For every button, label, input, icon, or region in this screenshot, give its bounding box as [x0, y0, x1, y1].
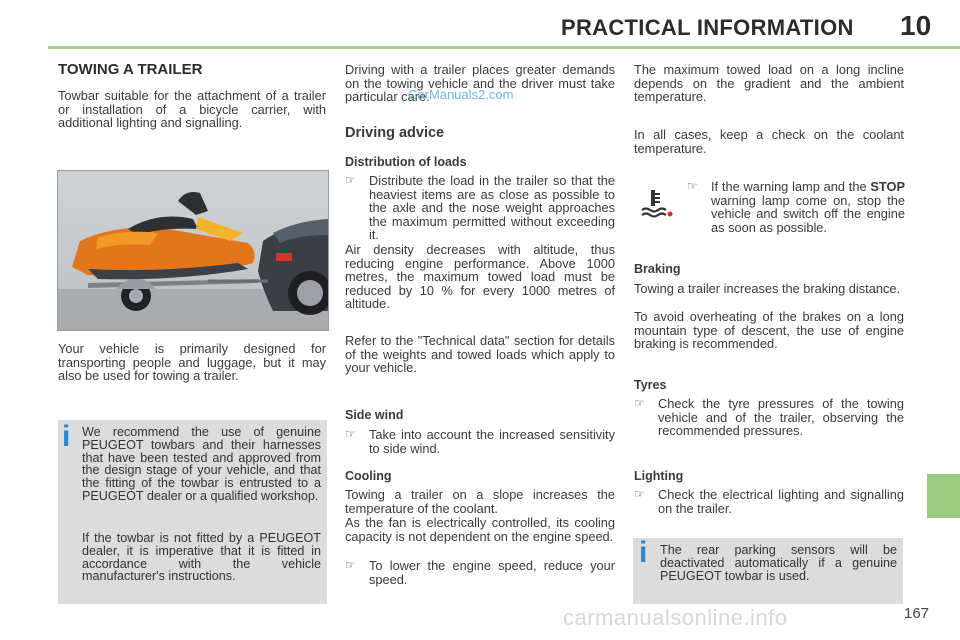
- intro-paragraph: Towbar suitable for the attachment of a trailer or installation of a bicycle carrier, with additional lighting and signalling.: [58, 88, 326, 131]
- stop-label: STOP: [870, 179, 905, 194]
- cooling-heading: Cooling: [345, 469, 392, 483]
- col3-coolant-paragraph: In all cases, keep a check on the coolant temperature.: [634, 127, 904, 156]
- info-icon: i: [62, 420, 71, 453]
- section-title: TOWING A TRAILER: [58, 61, 203, 78]
- col2-intro-paragraph: Driving with a trailer places greater demands on the towing vehicle and the driver must take particular care.: [345, 62, 615, 105]
- vehicle-purpose-paragraph: Your vehicle is primarily designed for transporting people and luggage, but it may also be used for towing a trailer.: [58, 341, 326, 384]
- cooling-bullet: [345, 559, 615, 589]
- side-wind-bullet: [345, 428, 615, 458]
- info-box-parking-sensors: [633, 538, 903, 604]
- side-wind-heading: Side wind: [345, 408, 404, 422]
- lighting-bullet: [634, 488, 904, 518]
- braking-paragraph-2: To avoid overheating of the brakes on a long mountain type of descent, the use of engine braking is recommended.: [634, 309, 904, 352]
- braking-paragraph-1: Towing a trailer increases the braking distance.: [634, 281, 901, 296]
- pointing-finger-icon: ☞: [634, 396, 645, 410]
- braking-heading: Braking: [634, 262, 681, 276]
- info-icon: i: [639, 536, 648, 569]
- page-number: 167: [904, 605, 930, 622]
- side-wind-bullet-text: Take into account the increased sensitivity to side wind.: [369, 427, 615, 456]
- lighting-bullet-text: Check the electrical lighting and signalling on the trailer.: [658, 487, 904, 516]
- pointing-finger-icon: ☞: [687, 179, 698, 193]
- altitude-paragraph: Air density decreases with altitude, thus reducing engine performance. Above 1000 metres, the maximum towed load must be reduced by 10 % for every 1000 metres of altitude.: [345, 242, 615, 312]
- distribution-bullet-text: Distribute the load in the trailer so that the heaviest items are as close as possible to the axle and the nose weight approaches the maximum permitted without exceeding it.: [369, 173, 615, 243]
- tyres-heading: Tyres: [634, 378, 667, 392]
- tyres-bullet-text: Check the tyre pressures of the towing vehicle and of the trailer, observing the recommended pressures.: [658, 396, 904, 439]
- pointing-finger-icon: ☞: [345, 427, 356, 441]
- info-box-towbar: [58, 420, 327, 604]
- pointing-finger-icon: ☞: [345, 558, 356, 572]
- info-box-paragraph-2: If the towbar is not fitted by a PEUGEOT dealer, it is imperative that it is fitted in accordance with the vehicle manufacturer's instructions.: [82, 531, 321, 584]
- info-box-paragraph-1: We recommend the use of genuine PEUGEOT towbars and their harnesses that have been tested and approved from the design stage of your vehicle, and that the fitting of the towbar is entrusted to a PEUGEOT dealer or a qualified workshop.: [82, 425, 321, 503]
- chapter-number: 10: [900, 10, 932, 41]
- pointing-finger-icon: ☞: [634, 487, 645, 501]
- col3-incline-paragraph: The maximum towed load on a long incline depends on the gradient and the ambient temperature.: [634, 62, 904, 105]
- lighting-heading: Lighting: [634, 469, 684, 483]
- info-box-parking-text: The rear parking sensors will be deactivated automatically if a genuine PEUGEOT towbar is used.: [660, 543, 897, 583]
- jetski-trailer-car-image: [58, 171, 328, 330]
- tyres-bullet: [634, 397, 904, 441]
- distribution-bullet: [345, 174, 615, 244]
- footer-watermark: carmanualsonline.info: [563, 605, 788, 630]
- header-divider: [48, 46, 960, 49]
- distribution-heading: Distribution of loads: [345, 155, 467, 169]
- chapter-side-tab: [927, 474, 960, 518]
- coolant-temperature-icon: [638, 186, 674, 222]
- technical-data-paragraph: Refer to the "Technical data" section for details of the weights and towed loads which apply to your vehicle.: [345, 333, 615, 376]
- cooling-paragraph-1: Towing a trailer on a slope increases the temperature of the coolant.: [345, 487, 615, 516]
- driving-advice-heading: Driving advice: [345, 125, 445, 141]
- watermark-link[interactable]: CarManuals2.com: [408, 87, 514, 102]
- page-header-title: PRACTICAL INFORMATION: [561, 15, 854, 40]
- warning-lamp-text: If the warning lamp and the STOP warning lamp come on, stop the vehicle and switch off the engine as soon as possible.: [711, 179, 905, 235]
- towing-illustration: [57, 170, 329, 331]
- cooling-paragraph-2: As the fan is electrically controlled, its cooling capacity is not dependent on the engine speed.: [345, 515, 615, 544]
- pointing-finger-icon: ☞: [345, 173, 356, 187]
- warning-lamp-bullet: [687, 180, 905, 246]
- cooling-bullet-text: To lower the engine speed, reduce your speed.: [369, 558, 615, 587]
